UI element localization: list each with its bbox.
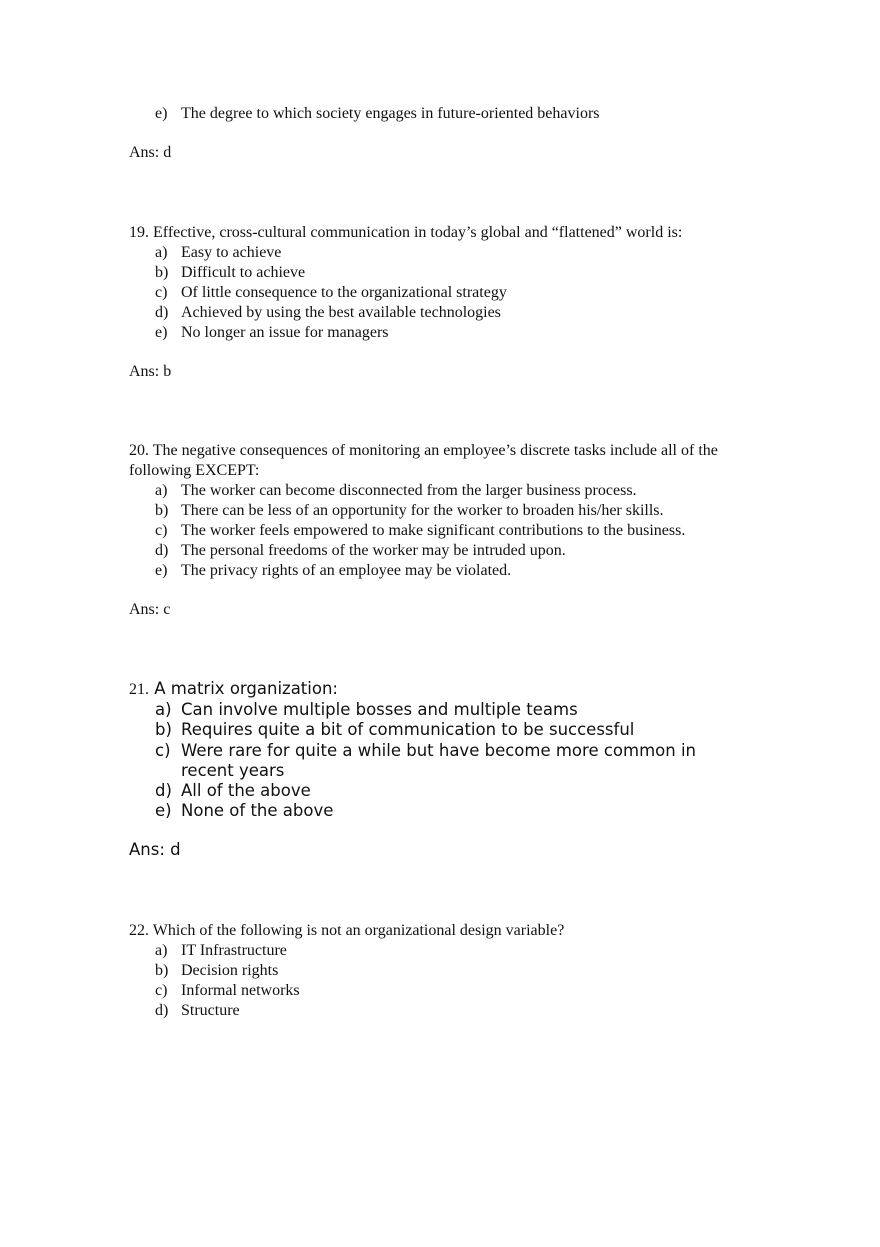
- option-letter: b): [155, 264, 169, 281]
- option-text: IT Infrastructure: [181, 942, 287, 959]
- option-text: All of the above: [181, 781, 311, 801]
- option-text: Can involve multiple bosses and multiple teams: [181, 700, 578, 720]
- question-19: [129, 223, 769, 343]
- option-text: The degree to which society engages in future-oriented behaviors: [181, 105, 600, 122]
- question-label: A matrix organization:: [154, 679, 338, 698]
- option-e: [155, 801, 729, 821]
- option-e: [155, 104, 769, 124]
- question-text: [129, 679, 729, 700]
- option-text: The worker feels empowered to make significant contributions to the business.: [181, 522, 686, 539]
- option-e: [155, 323, 769, 343]
- option-letter: b): [155, 962, 169, 979]
- option-text: Easy to achieve: [181, 244, 282, 261]
- option-letter: a): [155, 482, 168, 499]
- option-text: Were rare for quite a while but have become more common in recent years: [181, 740, 696, 780]
- option-text: Achieved by using the best available technologies: [181, 304, 501, 321]
- option-text: There can be less of an opportunity for the worker to broaden his/her skills.: [181, 502, 664, 519]
- option-letter: e): [155, 801, 172, 821]
- question-text: 20. The negative consequences of monitoring an employee’s discrete tasks include all of the following EXCEPT:: [129, 442, 718, 479]
- option-a: [155, 243, 769, 263]
- option-letter: d): [155, 1002, 169, 1019]
- answer-20: Ans: c: [129, 601, 171, 618]
- option-d: [155, 781, 729, 801]
- question-number: 21.: [129, 681, 149, 698]
- option-a: [155, 941, 769, 961]
- question-text: 22. Which of the following is not an organizational design variable?: [129, 922, 565, 939]
- option-d: [155, 303, 769, 323]
- option-letter: d): [155, 304, 169, 321]
- option-letter: a): [155, 942, 168, 959]
- answer-19: Ans: b: [129, 363, 172, 380]
- option-text: The worker can become disconnected from the larger business process.: [181, 482, 637, 499]
- option-letter: e): [155, 562, 168, 579]
- option-e: [155, 561, 754, 581]
- option-text: Difficult to achieve: [181, 264, 306, 281]
- option-letter: b): [155, 720, 172, 740]
- question-text: 19. Effective, cross-cultural communication in today’s global and “flattened” world is:: [129, 224, 683, 241]
- option-a: [155, 481, 754, 501]
- option-letter: c): [155, 522, 168, 539]
- question-18-tail: [129, 104, 769, 124]
- option-letter: c): [155, 740, 171, 760]
- option-text: The privacy rights of an employee may be violated.: [181, 562, 512, 579]
- option-b: [155, 961, 769, 981]
- option-a: [155, 700, 729, 720]
- option-letter: e): [155, 105, 168, 122]
- option-letter: d): [155, 781, 172, 801]
- option-text: None of the above: [181, 801, 334, 821]
- answer-18: Ans: d: [129, 144, 172, 161]
- option-text: Requires quite a bit of communication to be successful: [181, 720, 635, 740]
- option-d: [155, 1001, 769, 1021]
- option-text: Informal networks: [181, 982, 300, 999]
- option-b: [155, 720, 729, 740]
- option-letter: d): [155, 542, 169, 559]
- option-letter: a): [155, 700, 172, 720]
- option-c: [155, 283, 769, 303]
- option-text: No longer an issue for managers: [181, 324, 389, 341]
- option-b: [155, 501, 754, 521]
- question-20: [129, 441, 754, 581]
- option-letter: a): [155, 244, 168, 261]
- option-letter: e): [155, 324, 168, 341]
- option-text: Of little consequence to the organizational strategy: [181, 284, 507, 301]
- answer-21: Ans: d: [129, 840, 181, 859]
- question-21: [129, 679, 729, 821]
- option-text: Structure: [181, 1002, 240, 1019]
- option-c: [155, 741, 729, 781]
- option-c: [155, 521, 754, 541]
- option-text: Decision rights: [181, 962, 279, 979]
- option-letter: b): [155, 502, 169, 519]
- option-d: [155, 541, 754, 561]
- option-text: The personal freedoms of the worker may be intruded upon.: [181, 542, 566, 559]
- question-22: [129, 921, 769, 1021]
- option-letter: c): [155, 284, 168, 301]
- option-b: [155, 263, 769, 283]
- option-letter: c): [155, 982, 168, 999]
- option-c: [155, 981, 769, 1001]
